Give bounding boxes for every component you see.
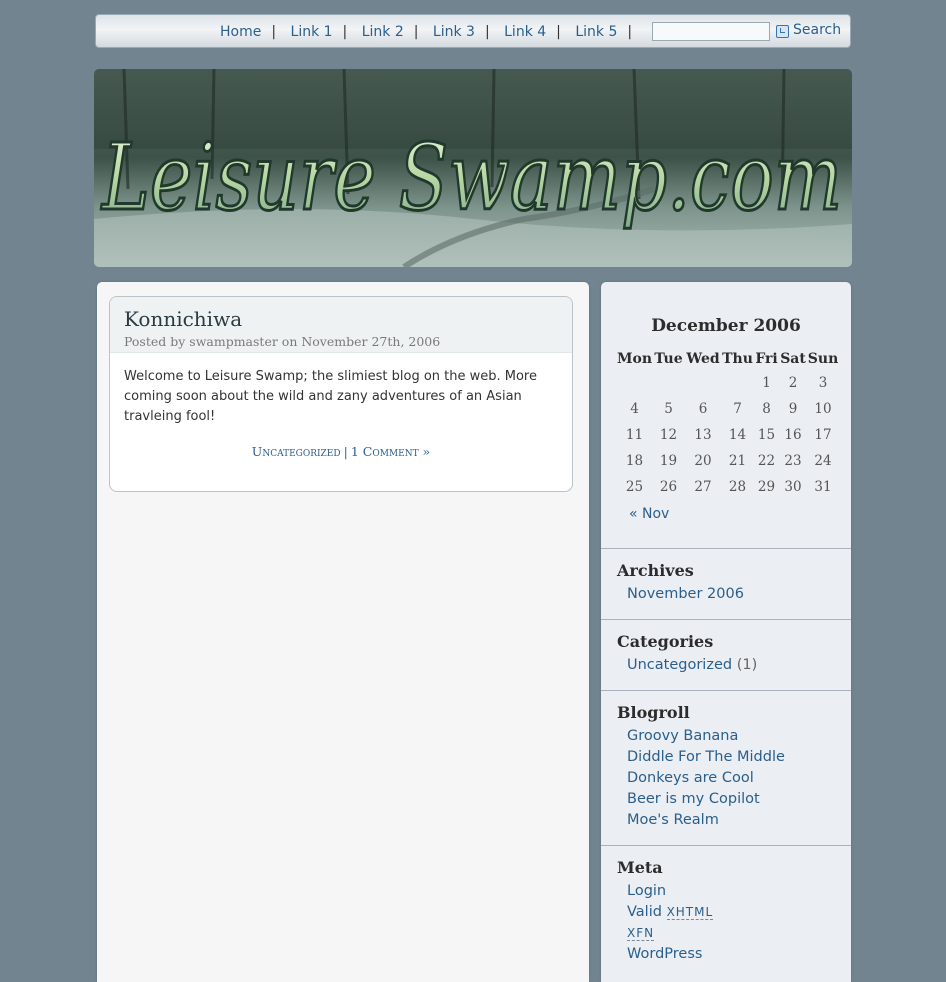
calendar-day: 30 [784,479,802,495]
blogroll-widget [601,690,851,846]
blogroll-item [627,768,835,789]
calendar-week [617,448,839,474]
calendar-day: 18 [625,453,644,469]
calendar-day: 1 [762,375,771,391]
post-title[interactable]: Konnichiwa [124,307,243,331]
blogroll-link[interactable]: Beer is my Copilot [627,791,760,807]
calendar-day-header: Sat [780,351,806,367]
nav-links [214,24,636,40]
categories-widget [601,619,851,691]
post-comments-link[interactable]: 1 Comment » [350,444,431,459]
calendar-day-header: Mon [617,351,653,367]
blogroll-item [627,747,835,768]
calendar-day: 15 [757,427,776,443]
header-banner[interactable] [94,69,852,267]
nav-separator: | [556,24,561,40]
calendar-day: 16 [784,427,802,443]
category-count: (1) [736,657,758,673]
calendar-day: 29 [757,479,776,495]
meta-item [627,923,835,944]
calendar-day: 9 [788,401,798,417]
blogroll-heading: Blogroll [617,703,690,722]
blogroll-item [627,789,835,810]
calendar-day: 13 [694,427,712,443]
post-meta: Posted by swampmaster on November 27th, 2006 [124,334,441,349]
calendar-day-header: Wed [686,351,720,367]
calendar-day-header: Thu [722,351,753,367]
category-item [627,655,835,676]
calendar-week [617,474,839,500]
nav-separator: | [271,24,277,40]
category-link[interactable]: Uncategorized [627,657,733,673]
calendar-day: 4 [630,401,639,417]
blogroll-link[interactable]: Moe's Realm [627,812,719,828]
post-category-link[interactable]: Uncategorized [251,444,341,459]
calendar-day: 26 [659,479,678,495]
archive-link[interactable]: November 2006 [627,586,744,602]
calendar-day [617,370,652,396]
nav-link-5[interactable]: Link 5 [575,24,618,40]
valid-xhtml-link[interactable] [627,904,713,920]
calendar-day-header: Tue [654,351,683,367]
login-link[interactable]: Login [627,883,667,899]
calendar-day: 31 [814,479,832,495]
post-footer-separator: | [343,444,348,459]
header-banner-image [94,69,852,267]
categories-heading: Categories [617,632,714,651]
calendar-day: 24 [814,453,832,469]
nav-link-4[interactable]: Link 4 [504,24,547,40]
nav-separator: | [484,24,490,40]
calendar-day: 7 [733,401,742,417]
nav-link-home[interactable]: Home [220,24,262,40]
nav-separator: | [413,24,419,40]
archives-heading: Archives [617,561,694,580]
xfn-link[interactable] [627,925,654,941]
calendar-prev-month-link[interactable]: « Nov [629,506,670,522]
calendar-day: 21 [728,453,747,469]
sidebar [601,282,851,982]
archives-widget [601,548,851,620]
calendar-day: 5 [664,401,673,417]
calendar-day [721,370,754,396]
top-nav-bar [95,14,851,48]
search-button[interactable]: Search [793,22,842,38]
search-input[interactable] [652,22,770,41]
calendar-week [617,422,839,448]
calendar-day: 20 [694,453,712,469]
meta-item [627,881,835,902]
calendar-day: 11 [625,427,644,443]
post-body: Welcome to Leisure Swamp; the slimiest blog on the web. More coming soon about the wild and zany adventures of an Asian travleing fool! [124,369,537,424]
calendar-day: 25 [625,479,644,495]
main-content [97,282,589,982]
calendar-day: 17 [814,427,832,443]
calendar-day [652,370,685,396]
calendar-day: 8 [762,401,771,417]
calendar-week [617,370,839,396]
meta-widget [601,845,851,975]
meta-item [627,902,835,923]
archive-item [627,584,835,605]
valid-label: Valid [627,904,662,920]
calendar-table [617,348,839,500]
meta-item [627,944,835,965]
calendar-day: 3 [818,375,828,391]
header-title: Leisure Swamp.com [100,124,843,231]
calendar-day [685,370,721,396]
nav-link-1[interactable]: Link 1 [290,24,333,40]
nav-link-3[interactable]: Link 3 [432,24,475,40]
blogroll-link[interactable]: Diddle For The Middle [627,749,785,765]
calendar-day: 14 [728,427,747,443]
calendar-day: 2 [788,375,798,391]
wordpress-link[interactable]: WordPress [627,946,703,962]
xfn-abbr: XFN [627,926,655,940]
calendar-caption: December 2006 [651,316,801,336]
calendar-day: 19 [659,453,678,469]
nav-separator: | [627,24,633,40]
calendar-day: 22 [757,453,776,469]
calendar-day: 28 [728,479,747,495]
nav-separator: | [342,24,348,40]
blogroll-item [627,810,835,831]
blogroll-link[interactable]: Donkeys are Cool [627,770,754,786]
calendar-day: 6 [698,401,708,417]
xhtml-abbr: XHTML [666,905,714,919]
calendar-day: 12 [659,427,678,443]
calendar-day-header: Sun [807,351,839,367]
calendar-day: 10 [814,401,832,417]
calendar [617,316,841,522]
calendar-week [617,396,839,422]
calendar-day: 27 [694,479,712,495]
post-footer [110,444,572,459]
meta-heading: Meta [617,858,663,877]
blogroll-link[interactable]: Groovy Banana [627,728,739,744]
blogroll-item [627,726,835,747]
nav-link-2[interactable]: Link 2 [361,24,404,40]
post-header [110,297,572,353]
search-icon[interactable] [776,25,789,38]
calendar-day-header: Fri [755,351,778,367]
calendar-day: 23 [784,453,802,469]
post [109,296,573,492]
